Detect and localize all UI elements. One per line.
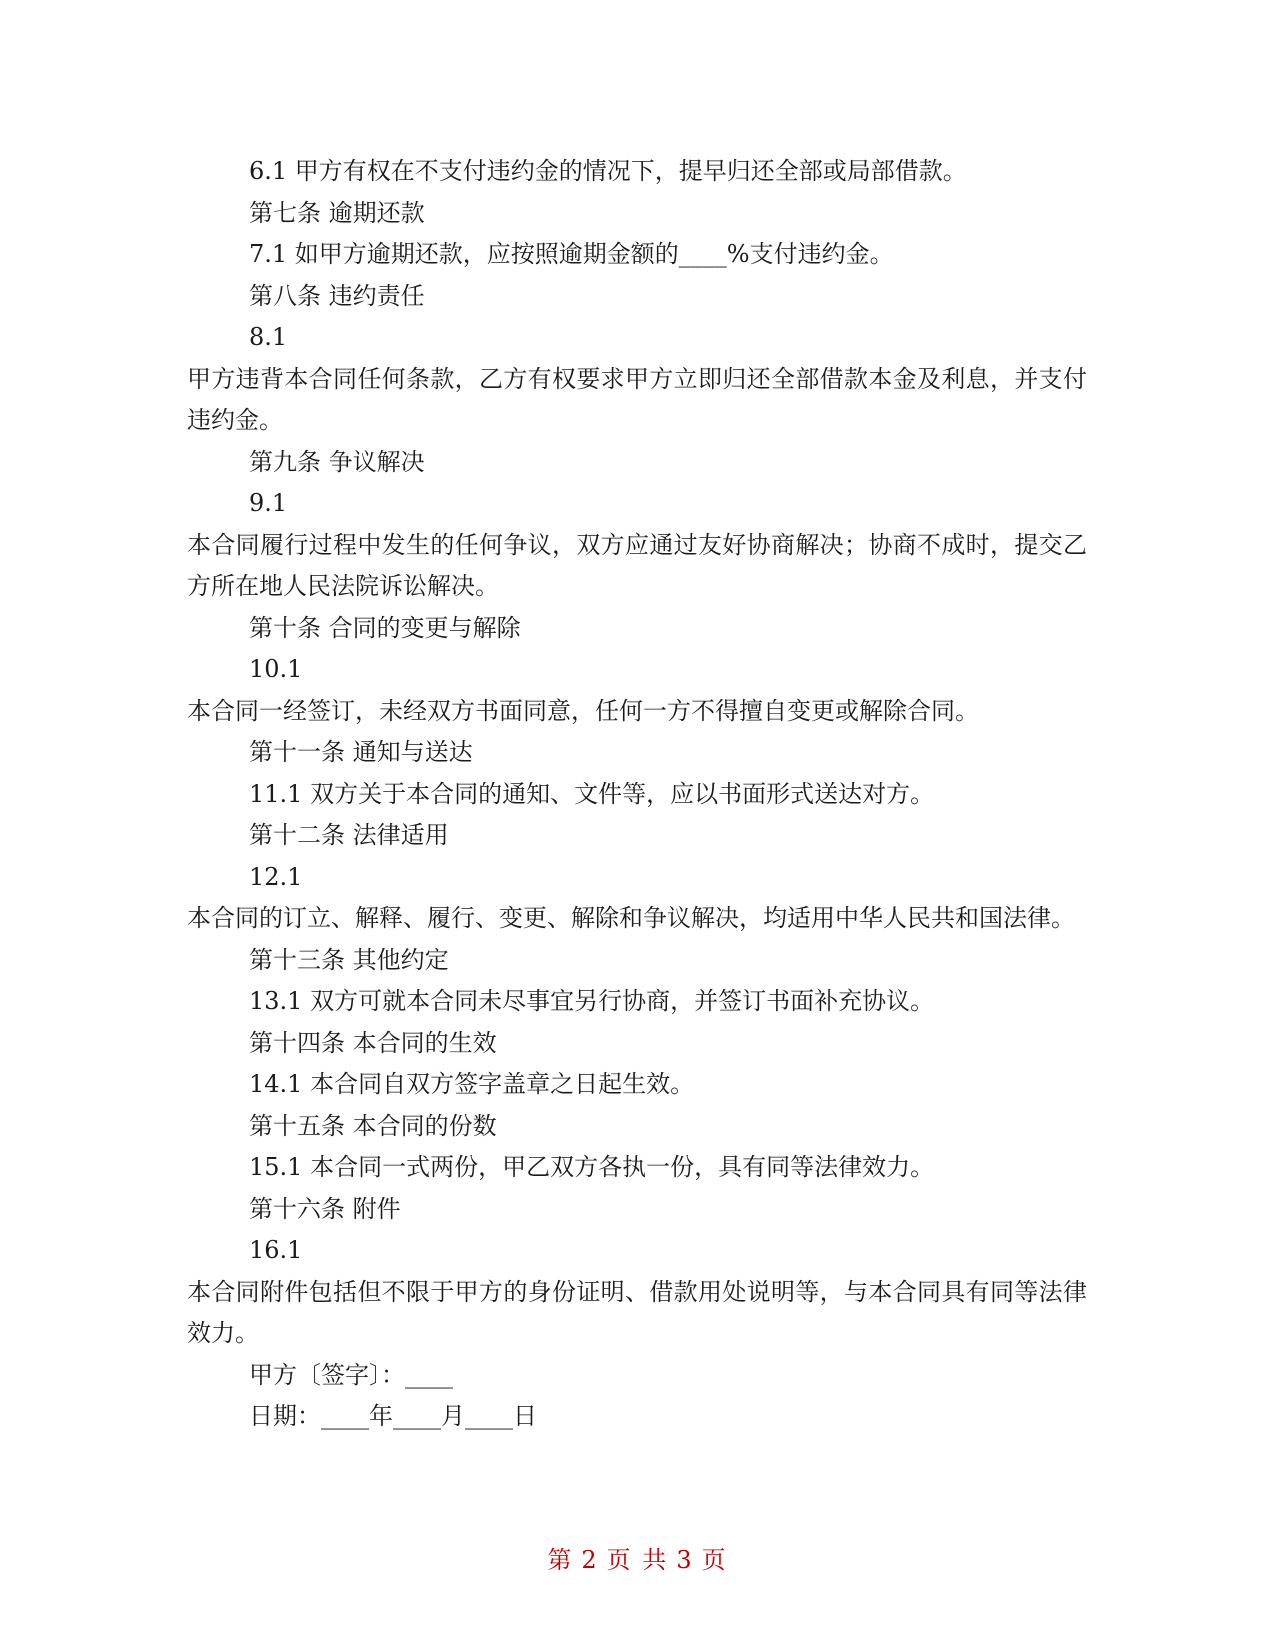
- article-16-heading: 第十六条 附件: [249, 1194, 401, 1223]
- document-body: [187, 151, 1087, 1438]
- article-12-heading: 第十二条 法律适用: [249, 821, 449, 849]
- clause-14-1: 14.1 本合同自双方签字盖章之日起生效。: [249, 1070, 695, 1098]
- page-label-prefix: 第: [547, 1546, 574, 1574]
- signature-party-a: 甲方〔签字〕：____: [249, 1360, 453, 1389]
- clause-12-1-number: 12.1: [249, 862, 303, 891]
- clause-10-1-body: 本合同一经签订，未经双方书面同意，任何一方不得擅自变更或解除合同。: [187, 696, 979, 725]
- total-pages-number: 3: [676, 1546, 694, 1574]
- clause-8-1-number: 8.1: [249, 323, 288, 351]
- clause-12-1-body: 本合同的订立、解释、履行、变更、解除和争议解决，均适用中华人民共和国法律。: [187, 904, 1075, 932]
- article-15-heading: 第十五条 本合同的份数: [249, 1111, 497, 1140]
- clause-11-1: 11.1 双方关于本合同的通知、文件等，应以书面形式送达对方。: [249, 779, 935, 808]
- page-label-suffix: 页: [701, 1546, 728, 1574]
- clause-6-1: 6.1 甲方有权在不支付违约金的情况下，提早归还全部或局部借款。: [249, 157, 967, 185]
- clause-9-1-number: 9.1: [249, 489, 288, 517]
- article-8-heading: 第八条 违约责任: [249, 281, 425, 310]
- clause-8-1-body: 甲方违背本合同任何条款，乙方有权要求甲方立即归还全部借款本金及利息，并支付违约金。: [187, 364, 1087, 434]
- clause-7-1: 7.1 如甲方逾期还款，应按照逾期金额的____%支付违约金。: [249, 240, 894, 268]
- article-14-heading: 第十四条 本合同的生效: [249, 1028, 497, 1057]
- clause-13-1: 13.1 双方可就本合同未尽事宜另行协商，并签订书面补充协议。: [249, 987, 935, 1015]
- signature-date: 日期：____年____月____日: [249, 1402, 537, 1430]
- clause-16-1-body: 本合同附件包括但不限于甲方的身份证明、借款用处说明等，与本合同具有同等法律效力。: [187, 1277, 1087, 1347]
- page-footer: [0, 1540, 1275, 1575]
- clause-16-1-number: 16.1: [249, 1236, 303, 1264]
- article-13-heading: 第十三条 其他约定: [249, 945, 449, 974]
- article-9-heading: 第九条 争议解决: [249, 447, 425, 476]
- article-11-heading: 第十一条 通知与送达: [249, 738, 473, 766]
- clause-15-1: 15.1 本合同一式两份，甲乙双方各执一份，具有同等法律效力。: [249, 1153, 935, 1181]
- page-label-mid: 页 共: [606, 1546, 669, 1574]
- clause-9-1-body: 本合同履行过程中发生的任何争议，双方应通过友好协商解决；协商不成时，提交乙方所在地人民法院诉讼解决。: [187, 530, 1087, 600]
- article-7-heading: 第七条 逾期还款: [249, 198, 425, 227]
- clause-10-1-number: 10.1: [249, 655, 303, 683]
- current-page-number: 2: [581, 1546, 599, 1574]
- article-10-heading: 第十条 合同的变更与解除: [249, 613, 521, 642]
